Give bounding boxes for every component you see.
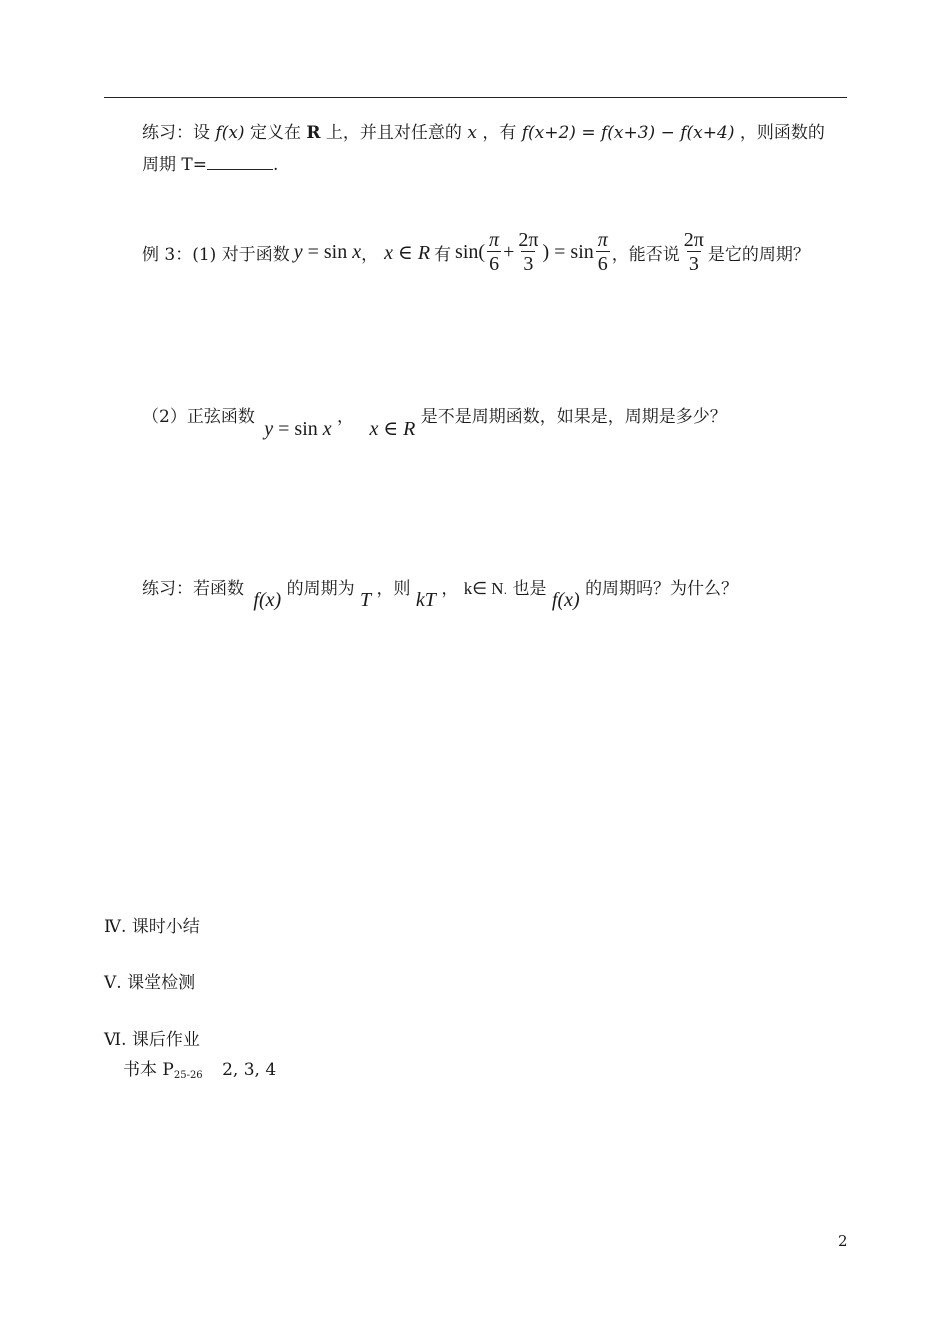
homework-detail: 书本 $P_{25-26}$ 2, 3, 4: [123, 1060, 277, 1081]
exercise-1-line-1: 练习：设 f(x) 定义在 R 上，并且对任意的 x ，有 f(x+2) = f(x+3) − f(x+4) ，则函数的: [142, 123, 825, 143]
example-3-part-1: 例 3：(1) 对于函数 y = sin x ， x ∈ R 有 sin( $\frac{\pi}{6}$ + $\frac{2\pi}{3}$ ) = sin $\frac{\pi}{6}$ ，能否说 $\frac{2\pi}{3}$ 是它的周期？: [142, 229, 810, 275]
functional-equation: f(x+2) = f(x+3) − f(x+4): [521, 123, 735, 143]
section-test: Ⅴ. 课堂检测: [104, 973, 196, 993]
exercise-1-line-2: 周期 T= .: [142, 155, 279, 175]
fraction-2pi-over-3-period: $\frac{2\pi}{3}$: [683, 229, 704, 275]
fx-expression: f(x): [215, 123, 245, 143]
section-homework: Ⅵ. 课后作业: [104, 1030, 200, 1050]
set-R: R: [306, 123, 321, 143]
header-rule: [104, 97, 847, 98]
exercise-2: 练习：若函数 f(x) 的周期为 T ，则 kT ， k∈ N. 也是 f(x) 的周期吗？为什么？: [142, 579, 739, 611]
fraction-2pi-over-3: $\frac{2\pi}{3}$: [518, 229, 539, 275]
section-summary: Ⅳ. 课时小结: [104, 917, 200, 937]
fraction-pi-over-6-rhs: $\frac{\pi}{6}$: [597, 229, 608, 275]
answer-blank: [207, 155, 273, 170]
example-3-part-2: （2）正弦函数 y = sin x ， x ∈ R 是不是周期函数，如果是，周期是多少？: [142, 407, 727, 440]
fraction-pi-over-6: $\frac{\pi}{6}$: [489, 229, 500, 275]
page-number: 2: [838, 1232, 848, 1250]
